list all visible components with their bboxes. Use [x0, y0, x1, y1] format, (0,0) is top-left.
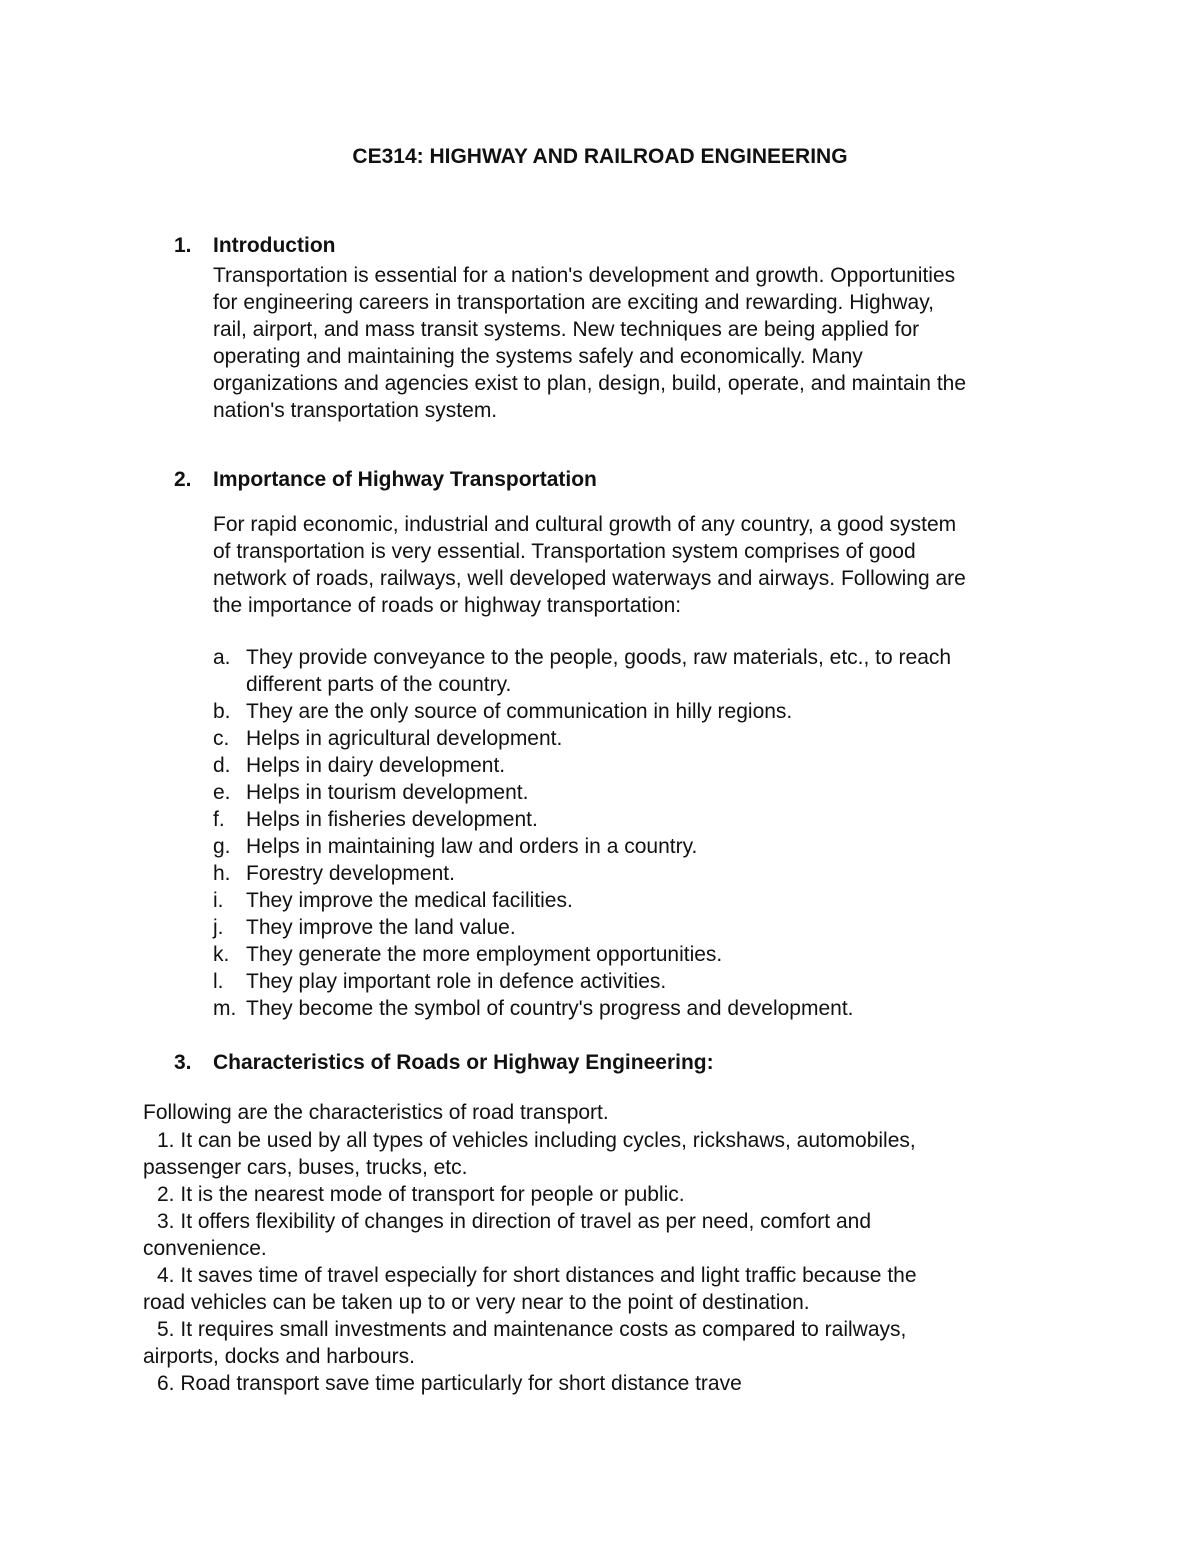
paragraph-line: nation's transportation system. — [213, 399, 498, 422]
list-item — [143, 1181, 1103, 1208]
list-item-label: 1. — [157, 1129, 175, 1152]
list-item-text: They become the symbol of country's progress and development. — [246, 997, 854, 1020]
list-item-text: convenience. — [143, 1237, 267, 1260]
list-item — [213, 887, 1113, 914]
paragraph-line: for engineering careers in transportation are exciting and rewarding. Highway, — [213, 291, 935, 314]
list-item-text: They generate the more employment opportunities. — [246, 943, 723, 966]
paragraph-line: network of roads, railways, well developed waterways and airways. Following are — [213, 567, 966, 590]
document-title: CE314: HIGHWAY AND RAILROAD ENGINEERING — [352, 145, 848, 168]
section-2-number: 2. — [174, 468, 192, 491]
list-item-text: It can be used by all types of vehicles including cycles, rickshaws, automobiles, — [180, 1129, 916, 1152]
list-item-text: Helps in tourism development. — [246, 781, 529, 804]
characteristics-list — [143, 1127, 1103, 1397]
list-item-text: Forestry development. — [246, 862, 455, 885]
list-item — [213, 833, 1113, 860]
paragraph-line: operating and maintaining the systems safely and economically. Many — [213, 345, 863, 368]
list-item — [143, 1370, 1103, 1397]
list-item-label: i. — [213, 889, 224, 912]
list-item-text: They improve the medical facilities. — [246, 889, 573, 912]
list-item-label: k. — [213, 943, 230, 966]
list-item-label: 3. — [157, 1210, 175, 1233]
list-item-label: c. — [213, 727, 230, 750]
list-item — [213, 779, 1113, 806]
list-item-text: airports, docks and harbours. — [143, 1345, 415, 1368]
section-3-number: 3. — [174, 1051, 192, 1074]
list-item-label: 4. — [157, 1264, 175, 1287]
list-item — [213, 860, 1113, 887]
list-item-label: f. — [213, 808, 225, 831]
list-item-text: They provide conveyance to the people, goods, raw materials, etc., to reach — [246, 646, 952, 669]
list-item — [213, 995, 1113, 1022]
paragraph-line: the importance of roads or highway transportation: — [213, 594, 682, 617]
section-1-heading: Introduction — [213, 234, 336, 257]
section-2-paragraph — [213, 511, 1093, 619]
list-item — [143, 1262, 1103, 1316]
list-item-label: m. — [213, 997, 237, 1020]
section-3-heading: Characteristics of Roads or Highway Engineering: — [213, 1051, 714, 1074]
list-item-text: They improve the land value. — [246, 916, 516, 939]
list-item-text: road vehicles can be taken up to or very near to the point of destination. — [143, 1291, 810, 1314]
list-item — [213, 752, 1113, 779]
list-item-label: h. — [213, 862, 231, 885]
list-item-label: d. — [213, 754, 231, 777]
list-item-label: 6. — [157, 1372, 175, 1395]
importance-list — [213, 644, 1113, 1022]
list-item-label: 5. — [157, 1318, 175, 1341]
section-2-heading: Importance of Highway Transportation — [213, 468, 597, 491]
list-item-text: It requires small investments and maintenance costs as compared to railways, — [180, 1318, 907, 1341]
list-item — [213, 698, 1113, 725]
list-item — [143, 1208, 1103, 1262]
list-item — [213, 914, 1113, 941]
paragraph-line: For rapid economic, industrial and cultural growth of any country, a good system — [213, 513, 957, 536]
list-item-text: They play important role in defence activities. — [246, 970, 667, 993]
section-1-paragraph — [213, 262, 1093, 424]
list-item-text: Helps in dairy development. — [246, 754, 506, 777]
section-3-intro: Following are the characteristics of road transport. — [143, 1101, 609, 1124]
paragraph-line: of transportation is very essential. Transportation system comprises of good — [213, 540, 916, 563]
list-item-text: different parts of the country. — [246, 673, 512, 696]
list-item — [213, 941, 1113, 968]
list-item-text: It saves time of travel especially for short distances and light traffic because the — [180, 1264, 917, 1287]
list-item-text: passenger cars, buses, trucks, etc. — [143, 1156, 468, 1179]
list-item-label: e. — [213, 781, 231, 804]
list-item — [143, 1316, 1103, 1370]
list-item — [143, 1127, 1103, 1181]
list-item — [213, 644, 1113, 698]
list-item-label: l. — [213, 970, 224, 993]
list-item-label: a. — [213, 646, 231, 669]
paragraph-line: rail, airport, and mass transit systems. New techniques are being applied for — [213, 318, 920, 341]
list-item-label: b. — [213, 700, 231, 723]
list-item — [213, 968, 1113, 995]
paragraph-line: organizations and agencies exist to plan, design, build, operate, and maintain the — [213, 372, 967, 395]
list-item-label: 2. — [157, 1183, 175, 1206]
list-item-text: They are the only source of communication in hilly regions. — [246, 700, 793, 723]
list-item — [213, 725, 1113, 752]
paragraph-line: Transportation is essential for a nation's development and growth. Opportunities — [213, 264, 956, 287]
list-item-text: Helps in fisheries development. — [246, 808, 538, 831]
section-1-number: 1. — [174, 234, 192, 257]
list-item-label: j. — [213, 916, 224, 939]
list-item-text: Helps in maintaining law and orders in a country. — [246, 835, 698, 858]
list-item-text: It is the nearest mode of transport for people or public. — [180, 1183, 685, 1206]
list-item-text: Helps in agricultural development. — [246, 727, 563, 750]
list-item-text: It offers flexibility of changes in direction of travel as per need, comfort and — [180, 1210, 872, 1233]
list-item — [213, 806, 1113, 833]
list-item-text: Road transport save time particularly for short distance trave — [180, 1372, 742, 1395]
list-item-label: g. — [213, 835, 231, 858]
